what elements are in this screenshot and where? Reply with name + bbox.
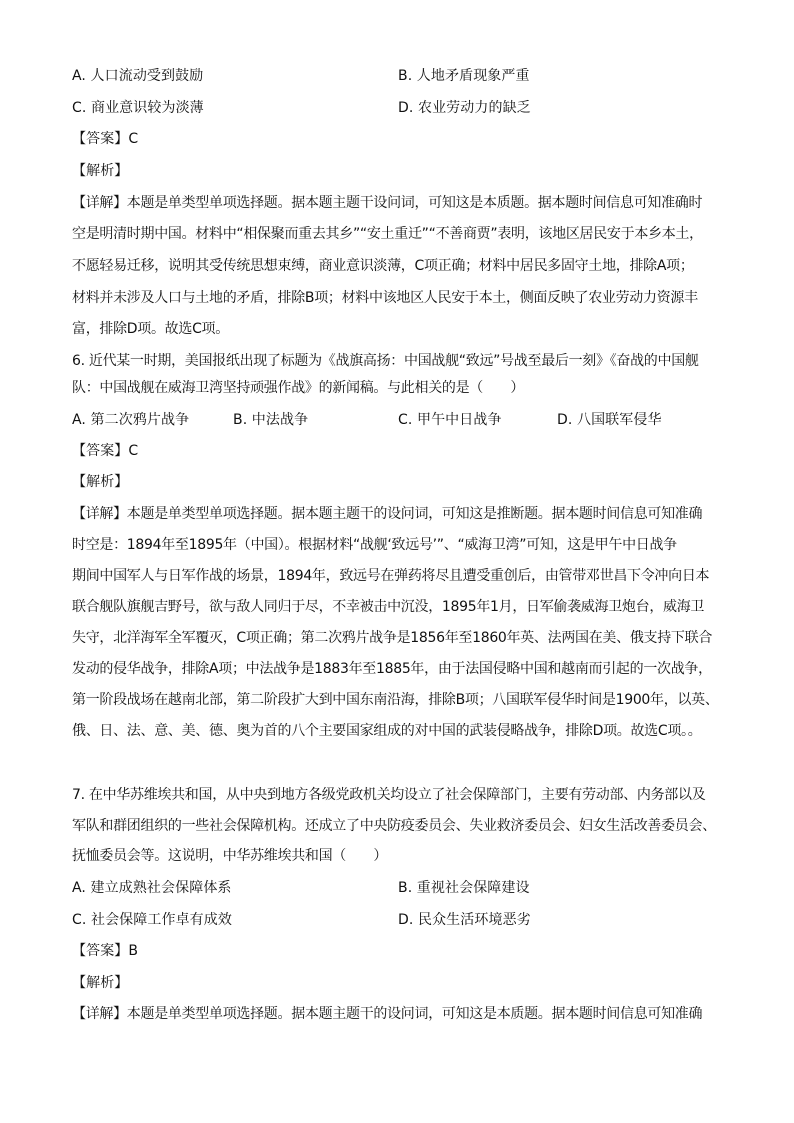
q6-answer: 【答案】C xyxy=(72,443,139,459)
q6-detail-line: 俄、日、法、意、美、德、奥为首的八个主要国家组成的对中国的武装侵略战争，排除D项。故选C项。。 xyxy=(72,723,702,739)
q6-option-c: C. 甲午中日战争 xyxy=(398,412,502,428)
q6-stem-line: 队：中国战舰在威海卫湾坚持顽强作战》的新闻稿。与此相关的是（ ） xyxy=(72,380,525,396)
q5-option-d: D. 农业劳动力的缺乏 xyxy=(398,100,531,116)
q6-detail-line: 失守，北洋海军全军覆灭，C项正确；第二次鸦片战争是1856年至1860年英、法两国在美、俄支持下联合 xyxy=(72,630,713,646)
q6-detail-line: 时空是：1894年至1895年（中国）。根据材料“战舰‘致远号’”、“威海卫湾”可知，这是甲午中日战争 xyxy=(72,537,677,553)
q7-stem-line: 军队和群团组织的一些社会保障机构。还成立了中央防疫委员会、失业救济委员会、妇女生活改善委员会、 xyxy=(72,818,716,834)
q6-option-b: B. 中法战争 xyxy=(233,412,309,428)
q7-stem-line: 抚恤委员会等。这说明，中华苏维埃共和国（ ） xyxy=(72,848,388,864)
q6-detail-line: 联合舰队旗舰吉野号，欲与敌人同归于尽，不幸被击中沉没，1895年1月，日军偷袭威海卫炮台，威海卫 xyxy=(72,599,705,615)
q5-analysis-label: 【解析】 xyxy=(72,163,129,179)
q5-detail-line: 空是明清时期中国。材料中“相保聚而重去其乡”“安土重迁”“不善商贾”表明，该地区居民安于本乡本土， xyxy=(72,226,703,242)
q5-detail-line: 【详解】本题是单类型单项选择题。据本题主题干设问词，可知这是本质题。据本题时间信息可知准确时 xyxy=(72,195,703,211)
q7-analysis-label: 【解析】 xyxy=(72,975,129,991)
q6-detail-line: 发动的侵华战争，排除A项；中法战争是1883年至1885年，由于法国侵略中国和越南而引起的一次战争， xyxy=(72,661,712,677)
q7-option-d: D. 民众生活环境恶劣 xyxy=(398,912,531,928)
q5-option-c: C. 商业意识较为淡薄 xyxy=(72,100,204,116)
q5-detail-line: 富，排除D项。故选C项。 xyxy=(72,321,229,337)
q7-option-c: C. 社会保障工作卓有成效 xyxy=(72,912,232,928)
q6-detail-line: 【详解】本题是单类型单项选择题。据本题主题干的设问词，可知这是推断题。据本题时间信息可知准确 xyxy=(72,506,703,522)
q6-detail-line: 第一阶段战场在越南北部，第二阶段扩大到中国东南沿海，排除B项；八国联军侵华时间是1900年，以英、 xyxy=(72,692,719,708)
q5-detail-line: 材料并未涉及人口与土地的矛盾，排除B项；材料中该地区人民安于本土，侧面反映了农业劳动力资源丰 xyxy=(72,290,698,306)
q6-option-a: A. 第二次鸦片战争 xyxy=(72,412,190,428)
q5-answer: 【答案】C xyxy=(72,131,139,147)
q5-detail-line: 不愿轻易迁移，说明其受传统思想束缚，商业意识淡薄，C项正确；材料中居民多固守土地，排除A项； xyxy=(72,258,694,274)
q6-analysis-label: 【解析】 xyxy=(72,474,129,490)
q7-option-a: A. 建立成熟社会保障体系 xyxy=(72,880,232,896)
q7-answer: 【答案】B xyxy=(72,943,139,959)
q7-stem-line: 7. 在中华苏维埃共和国，从中央到地方各级党政机关均设立了社会保障部门，主要有劳动部、内务部以及 xyxy=(72,787,706,803)
q7-option-b: B. 重视社会保障建设 xyxy=(398,880,530,896)
q7-detail-line: 【详解】本题是单类型单项选择题。据本题主题干的设问词，可知这是本质题。据本题时间信息可知准确 xyxy=(72,1006,703,1022)
q6-stem-line: 6. 近代某一时期，美国报纸出现了标题为《战旗高扬：中国战舰“致远”号战至最后一刻》《奋战的中国舰 xyxy=(72,353,699,369)
q5-option-a: A. 人口流动受到鼓励 xyxy=(72,68,204,84)
q6-option-d: D. 八国联军侵华 xyxy=(557,412,662,428)
q6-detail-line: 期间中国军人与日军作战的场景，1894年，致远号在弹药将尽且遭受重创后，由管带邓世昌下令冲向日本 xyxy=(72,568,710,584)
q5-option-b: B. 人地矛盾现象严重 xyxy=(398,68,530,84)
